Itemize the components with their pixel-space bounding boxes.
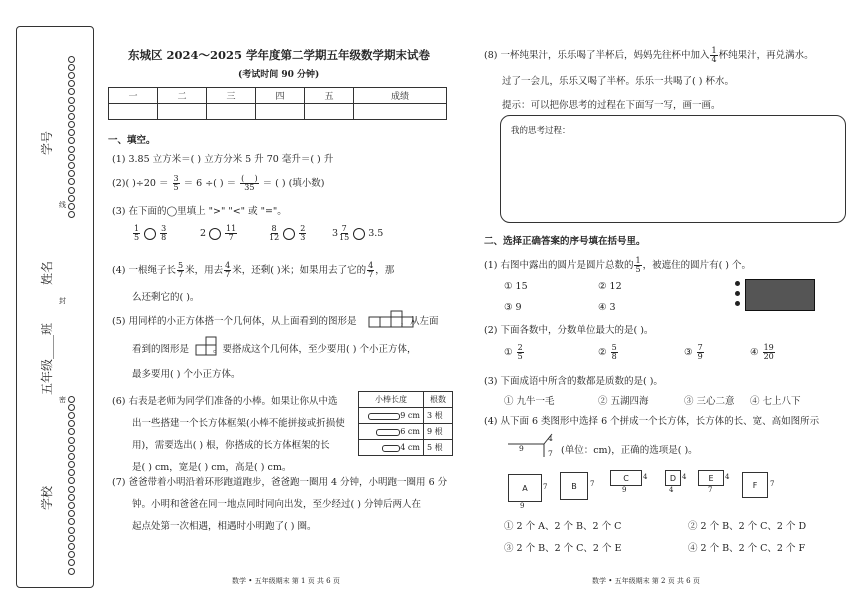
- binding-hole: [68, 461, 75, 468]
- question-8: (8) 一杯纯果汁，乐乐喝了半杯后，妈妈先往杯中加入 $\frac{1}{4}$ 杯纯果汁，再兑满水。: [484, 46, 814, 64]
- c2-option-1[interactable]: ① $\frac{2}{5}$: [504, 343, 523, 361]
- c2-option-3[interactable]: ③ $\frac{7}{9}$: [684, 343, 703, 361]
- binding-hole: [68, 203, 75, 210]
- q2-part-c: ＝ ( ) (填小数): [262, 178, 325, 189]
- q3-compare-4: 3 $\frac{7}{15}$ 3.5: [332, 224, 384, 242]
- fraction: $\frac{( )}{35}$: [241, 174, 258, 192]
- binding-hole: [68, 72, 75, 79]
- disc-dot: [735, 301, 740, 306]
- binding-hole: [68, 420, 75, 427]
- binding-hole: [68, 162, 75, 169]
- exam-subtitle: (考试时间 90 分钟): [238, 70, 320, 80]
- binding-hole: [68, 568, 75, 575]
- shape-f: F: [742, 472, 768, 498]
- choice-2: (2) 下面各数中，分数单位最大的是( )。: [484, 325, 654, 336]
- q2-part-a: (2)( )÷20 ＝: [112, 178, 169, 189]
- binding-hole: [68, 170, 75, 177]
- section-1-title: 一、填空。: [108, 135, 156, 146]
- binding-holes-bottom: [67, 395, 75, 575]
- grade-class-label: 五年级____班: [40, 322, 54, 395]
- binding-hole: [68, 195, 75, 202]
- exam-title: 东城区 2024～2025 学年度第二学期五年级数学期末试卷: [128, 48, 431, 62]
- binding-hole: [68, 64, 75, 71]
- score-header: 五: [305, 88, 354, 104]
- binding-hole: [68, 113, 75, 120]
- choice-1: (1) 右图中露出的圆片是圆片总数的 $\frac{1}{5}$ ，被遮住的圆片有( ) 个。: [484, 256, 752, 274]
- binding-hole: [68, 412, 75, 419]
- c2-option-4[interactable]: ④ $\frac{19}{20}$: [750, 343, 774, 361]
- score-header: 成绩: [354, 88, 447, 104]
- section-2-title: 二、选择正确答案的序号填在括号里。: [484, 236, 646, 247]
- question-1: (1) 3.85 立方米＝( ) 立方分米 5 升 70 毫升＝( ) 升: [112, 154, 334, 165]
- binding-hole: [68, 56, 75, 63]
- shape-e: E: [698, 470, 724, 486]
- binding-hole: [68, 445, 75, 452]
- thinking-box[interactable]: [500, 115, 846, 223]
- question-5-line-3: 最多要用( ) 个小正方体。: [132, 369, 241, 380]
- binding-hole: [68, 486, 75, 493]
- binding-strip: [16, 26, 94, 588]
- student-number-label: 学号: [40, 130, 54, 155]
- binding-hole: [68, 453, 75, 460]
- binding-hole: [68, 428, 75, 435]
- binding-hole: [68, 211, 75, 218]
- score-table: [108, 87, 447, 120]
- compare-circle[interactable]: [209, 228, 221, 240]
- choice-4-line-2: (单位：cm)，正确的选项是( )。: [561, 445, 698, 456]
- choice-3: (3) 下面成语中所含的数都是质数的是( )。: [484, 376, 663, 387]
- c1-option-1[interactable]: ① 15: [504, 281, 528, 292]
- question-8-hint: 提示：可以把你思考的过程在下面写一写，画一画。: [502, 100, 721, 111]
- binding-hole: [68, 437, 75, 444]
- shape-a: A: [508, 474, 542, 502]
- binding-hole: [68, 88, 75, 95]
- binding-hole: [68, 494, 75, 501]
- score-cell[interactable]: [109, 104, 158, 120]
- stick-table: 小棒长度 根数 9 cm 3 根 6 cm 9 根 4 cm 5 根: [358, 391, 453, 456]
- question-5: (5) 用同样的小正方体搭一个几何体，从上面看到的图形是 ，从左面: [112, 316, 439, 327]
- binding-hole: [68, 527, 75, 534]
- binding-hole: [68, 146, 75, 153]
- question-8-line-2: 过了一会儿，乐乐又喝了半杯。乐乐一共喝了( ) 杯水。: [502, 76, 734, 87]
- binding-hole: [68, 535, 75, 542]
- c3-option-2[interactable]: ② 五湖四海: [598, 396, 649, 407]
- disc-dot: [735, 291, 740, 296]
- stick-icon: [382, 445, 400, 452]
- score-header: 一: [109, 88, 158, 104]
- binding-hole: [68, 469, 75, 476]
- thinking-label: 我的思考过程：: [511, 126, 571, 136]
- left-view-figure: [195, 336, 219, 356]
- c1-option-3[interactable]: ③ 9: [504, 302, 522, 313]
- c1-option-2[interactable]: ② 12: [598, 281, 622, 292]
- choice-4: (4) 从下面 6 类图形中选择 6 个拼成一个长方体，长方体的长、宽、高如图所示: [484, 416, 820, 427]
- binding-hole: [68, 559, 75, 566]
- score-cell[interactable]: [256, 104, 305, 120]
- binding-hole: [68, 129, 75, 136]
- binding-hole: [68, 121, 75, 128]
- c1-option-4[interactable]: ④ 3: [598, 302, 616, 313]
- score-header: 三: [207, 88, 256, 104]
- binding-hole: [68, 502, 75, 509]
- footer-right: 数学 • 五年级期末 第 2 页 共 6 页: [592, 577, 700, 585]
- top-view-figure: [368, 310, 414, 328]
- compare-circle[interactable]: [353, 228, 365, 240]
- score-cell[interactable]: [158, 104, 207, 120]
- c3-option-4[interactable]: ④ 七上八下: [750, 396, 801, 407]
- binding-hole: [68, 137, 75, 144]
- shape-b: B: [560, 472, 588, 500]
- compare-circle[interactable]: [144, 228, 156, 240]
- seal-char-xian: 线: [59, 201, 66, 209]
- binding-hole: [68, 404, 75, 411]
- name-label: 姓名: [40, 260, 54, 285]
- c2-option-2[interactable]: ② $\frac{5}{8}$: [598, 343, 617, 361]
- score-header: 二: [158, 88, 207, 104]
- question-5-line-2: 看到的图形是 。要搭成这个几何体，至少要用( ) 个小正方体，: [132, 344, 417, 355]
- binding-hole: [68, 396, 75, 403]
- shape-d: D: [665, 470, 681, 486]
- binding-hole: [68, 154, 75, 161]
- binding-hole: [68, 518, 75, 525]
- score-cell[interactable]: [207, 104, 256, 120]
- q3-compare-1: $\frac{1}{5}$ $\frac{3}{8}$: [134, 224, 167, 242]
- question-2: [112, 175, 325, 192]
- binding-hole: [68, 477, 75, 484]
- seal-char-feng: 封: [59, 297, 66, 305]
- shape-c: C: [610, 470, 642, 486]
- fraction: $\frac{3}{5}$: [173, 174, 179, 192]
- binding-holes-top: [67, 55, 75, 219]
- score-cell[interactable]: [354, 104, 447, 120]
- binding-hole: [68, 80, 75, 87]
- footer-left: 数学 • 五年级期末 第 1 页 共 6 页: [232, 577, 340, 585]
- binding-hole: [68, 510, 75, 517]
- question-3: (3) 在下面的◯里填上 ">" "<" 或 "="。: [112, 206, 287, 217]
- c4-option-4[interactable]: ④ 2 个 B、2 个 C、2 个 F: [688, 543, 806, 554]
- question-4: (4) 一根绳子长 $\frac{5}{7}$ 米，用去 $\frac{4}{7}$ 米，还剩( )米；如果用去了它的 $\frac{4}{7}$ ，那: [112, 261, 395, 279]
- question-6: (6) 右表是老师为同学们准备的小棒。如果让你从中选 出一些搭建一个长方体框架(小棒不能拼接或折损使 用)，需要选出( ) 根，你搭成的长方体框架的长 是( ) cm，宽是( ) cm，高是( ) cm。: [112, 396, 345, 473]
- q2-part-b: ＝ 6 ÷( ) ＝: [183, 178, 237, 189]
- binding-hole: [68, 551, 75, 558]
- stick-icon: [376, 429, 400, 436]
- binding-hole: [68, 97, 75, 104]
- question-4-line-2: 么还剩它的( )。: [132, 292, 200, 303]
- c4-option-2[interactable]: ② 2 个 B、2 个 C、2 个 D: [688, 521, 807, 532]
- binding-hole: [68, 178, 75, 185]
- score-cell[interactable]: [305, 104, 354, 120]
- binding-hole: [68, 187, 75, 194]
- c3-option-3[interactable]: ③ 三心二意: [684, 396, 735, 407]
- c3-option-1[interactable]: ① 九牛一毛: [504, 396, 555, 407]
- c4-option-3[interactable]: ③ 2 个 B、2 个 C、2 个 E: [504, 543, 622, 554]
- score-header: 四: [256, 88, 305, 104]
- disc-dot: [735, 281, 740, 286]
- school-label: 学校: [40, 485, 54, 510]
- cover-card: [745, 279, 815, 311]
- binding-hole: [68, 105, 75, 112]
- binding-hole: [68, 543, 75, 550]
- stick-icon: [368, 413, 400, 420]
- question-7: (7) 爸爸带着小明沿着环形跑道跑步，爸爸跑一圈用 4 分钟，小明跑一圈用 6 分 钟。小明和爸爸在同一地点同时同向出发，至少经过( ) 分钟后两人在 起点处第一次相遇，相遇时小明跑了( ) 圈。: [112, 477, 448, 532]
- seal-char-mi: 密: [59, 396, 66, 404]
- c4-option-1[interactable]: ① 2 个 A、2 个 B、2 个 C: [504, 521, 622, 532]
- q3-compare-3: $\frac{8}{12}$ $\frac{2}{3}$: [269, 224, 306, 242]
- q3-compare-2: 2 $\frac{11}{7}$: [200, 224, 237, 242]
- compare-circle[interactable]: [283, 228, 295, 240]
